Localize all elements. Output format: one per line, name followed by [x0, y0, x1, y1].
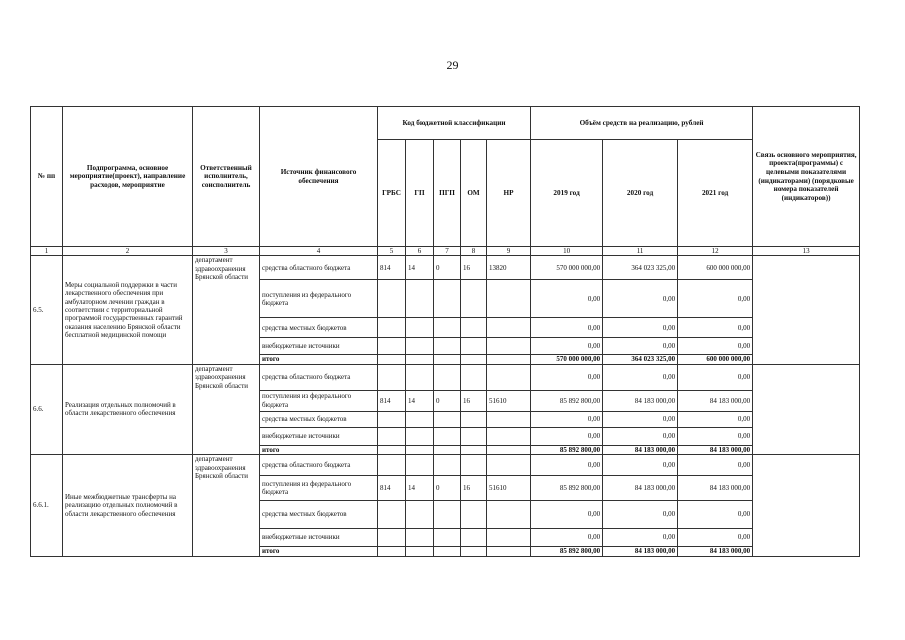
column-number: 6: [406, 247, 434, 256]
amount-2020: 364 023 325,00: [603, 256, 678, 280]
code-pgp: [434, 427, 461, 445]
code-nr: [487, 529, 531, 547]
indicator-link: [753, 364, 860, 454]
amount-2021: 84 183 000,00: [678, 390, 753, 411]
total-code-empty: [461, 445, 487, 454]
code-gp: 14: [406, 256, 434, 280]
code-om: [461, 455, 487, 476]
code-om: [461, 280, 487, 318]
total-code-empty: [378, 445, 406, 454]
table-row: [31, 256, 860, 280]
total-code-empty: [434, 547, 461, 556]
amount-2021: 0,00: [678, 501, 753, 529]
total-2021: 600 000 000,00: [678, 355, 753, 364]
item-number: 6.6.1.: [31, 455, 63, 556]
funding-source: внебюджетные источники: [260, 529, 378, 547]
column-number: 12: [678, 247, 753, 256]
code-grbs: 814: [378, 476, 406, 501]
header-budget-code: Код бюджетной классификации: [378, 107, 531, 140]
code-grbs: [378, 318, 406, 338]
code-gp: [406, 280, 434, 318]
funding-source: средства областного бюджета: [260, 364, 378, 390]
item-number: 6.6.: [31, 364, 63, 454]
column-number: 1: [31, 247, 63, 256]
code-om: [461, 411, 487, 427]
total-code-empty: [434, 445, 461, 454]
total-code-empty: [406, 355, 434, 364]
code-grbs: [378, 455, 406, 476]
total-code-empty: [434, 355, 461, 364]
total-code-empty: [487, 355, 531, 364]
header-subprogram: Подпрограмма, основное мероприятие(проект), направление расходов, мероприятие: [63, 107, 193, 247]
column-number-row: [31, 247, 860, 256]
total-2019: 85 892 800,00: [531, 445, 603, 454]
column-number: 9: [487, 247, 531, 256]
item-name: Иные межбюджетные трансферты на реализацию отдельных полномочий в области лекарственного обеспечения: [63, 455, 193, 556]
amount-2020: 0,00: [603, 411, 678, 427]
code-nr: [487, 427, 531, 445]
code-gp: 14: [406, 390, 434, 411]
code-nr: [487, 501, 531, 529]
code-pgp: 0: [434, 390, 461, 411]
total-code-empty: [378, 547, 406, 556]
total-2020: 364 023 325,00: [603, 355, 678, 364]
amount-2020: 0,00: [603, 318, 678, 338]
code-pgp: [434, 364, 461, 390]
table-row: [31, 455, 860, 476]
code-grbs: [378, 338, 406, 355]
total-2021: 84 183 000,00: [678, 547, 753, 556]
amount-2020: 84 183 000,00: [603, 476, 678, 501]
amount-2021: 84 183 000,00: [678, 476, 753, 501]
funding-source: внебюджетные источники: [260, 338, 378, 355]
code-pgp: [434, 501, 461, 529]
funding-source: средства местных бюджетов: [260, 501, 378, 529]
executor: департамент здравоохранения Брянской области: [193, 364, 260, 454]
amount-2021: 0,00: [678, 364, 753, 390]
funding-source: внебюджетные источники: [260, 427, 378, 445]
total-code-empty: [461, 547, 487, 556]
page-number: 29: [446, 58, 459, 72]
header-executor: Ответственный исполнитель, соисполнитель: [193, 107, 260, 247]
code-grbs: [378, 529, 406, 547]
header-volume: Объём средств на реализацию, рублей: [531, 107, 753, 140]
amount-2021: 0,00: [678, 280, 753, 318]
column-number: 7: [434, 247, 461, 256]
header-2021: 2021 год: [678, 140, 753, 247]
column-number: 5: [378, 247, 406, 256]
funding-source: поступления из федерального бюджета: [260, 390, 378, 411]
total-2020: 84 183 000,00: [603, 547, 678, 556]
code-pgp: [434, 455, 461, 476]
amount-2021: 600 000 000,00: [678, 256, 753, 280]
code-gp: [406, 318, 434, 338]
executor: департамент здравоохранения Брянской области: [193, 455, 260, 556]
header-grbs: ГРБС: [378, 140, 406, 247]
header-source: Источник финансового обеспечения: [260, 107, 378, 247]
amount-2019: 0,00: [531, 529, 603, 547]
code-gp: [406, 501, 434, 529]
total-2019: 85 892 800,00: [531, 547, 603, 556]
code-om: [461, 364, 487, 390]
code-gp: [406, 529, 434, 547]
column-number: 10: [531, 247, 603, 256]
column-number: 13: [753, 247, 860, 256]
code-nr: [487, 318, 531, 338]
code-om: [461, 529, 487, 547]
total-2021: 84 183 000,00: [678, 445, 753, 454]
code-om: 16: [461, 390, 487, 411]
amount-2021: 0,00: [678, 411, 753, 427]
amount-2019: 0,00: [531, 501, 603, 529]
amount-2019: 0,00: [531, 280, 603, 318]
code-grbs: [378, 364, 406, 390]
code-grbs: [378, 411, 406, 427]
indicator-link: [753, 256, 860, 364]
total-code-empty: [461, 355, 487, 364]
total-code-empty: [406, 547, 434, 556]
total-2019: 570 000 000,00: [531, 355, 603, 364]
amount-2020: 0,00: [603, 427, 678, 445]
code-pgp: [434, 411, 461, 427]
header-2020: 2020 год: [603, 140, 678, 247]
code-nr: 51610: [487, 390, 531, 411]
code-nr: 51610: [487, 476, 531, 501]
total-code-empty: [406, 445, 434, 454]
header-no: № пп: [31, 107, 63, 247]
total-label: итого: [260, 445, 378, 454]
column-number: 8: [461, 247, 487, 256]
amount-2019: 570 000 000,00: [531, 256, 603, 280]
header-om: ОМ: [461, 140, 487, 247]
code-pgp: 0: [434, 256, 461, 280]
code-om: [461, 427, 487, 445]
table-row: [31, 364, 860, 390]
amount-2019: 85 892 800,00: [531, 476, 603, 501]
code-pgp: [434, 529, 461, 547]
code-om: 16: [461, 476, 487, 501]
code-nr: [487, 411, 531, 427]
item-number: 6.5.: [31, 256, 63, 364]
code-grbs: [378, 280, 406, 318]
column-number: 11: [603, 247, 678, 256]
code-pgp: [434, 280, 461, 318]
amount-2020: 0,00: [603, 529, 678, 547]
amount-2021: 0,00: [678, 455, 753, 476]
code-pgp: [434, 338, 461, 355]
amount-2019: 85 892 800,00: [531, 390, 603, 411]
total-label: итого: [260, 547, 378, 556]
executor: департамент здравоохранения Брянской области: [193, 256, 260, 364]
code-nr: [487, 455, 531, 476]
header-gp: ГП: [406, 140, 434, 247]
total-code-empty: [487, 445, 531, 454]
column-number: 2: [63, 247, 193, 256]
amount-2020: 0,00: [603, 455, 678, 476]
funding-source: средства местных бюджетов: [260, 411, 378, 427]
header-2019: 2019 год: [531, 140, 603, 247]
code-pgp: 0: [434, 476, 461, 501]
total-label: итого: [260, 355, 378, 364]
code-pgp: [434, 318, 461, 338]
total-2020: 84 183 000,00: [603, 445, 678, 454]
code-nr: [487, 280, 531, 318]
amount-2021: 0,00: [678, 318, 753, 338]
code-grbs: 814: [378, 390, 406, 411]
amount-2021: 0,00: [678, 427, 753, 445]
code-grbs: [378, 427, 406, 445]
column-number: 3: [193, 247, 260, 256]
amount-2019: 0,00: [531, 411, 603, 427]
column-number: 4: [260, 247, 378, 256]
amount-2019: 0,00: [531, 318, 603, 338]
code-gp: [406, 364, 434, 390]
code-nr: 13820: [487, 256, 531, 280]
total-code-empty: [378, 355, 406, 364]
funding-source: поступления из федерального бюджета: [260, 476, 378, 501]
code-grbs: 814: [378, 256, 406, 280]
amount-2019: 0,00: [531, 364, 603, 390]
amount-2019: 0,00: [531, 427, 603, 445]
code-nr: [487, 364, 531, 390]
code-om: [461, 318, 487, 338]
amount-2020: 0,00: [603, 501, 678, 529]
amount-2020: 0,00: [603, 280, 678, 318]
funding-source: средства областного бюджета: [260, 256, 378, 280]
code-om: [461, 338, 487, 355]
amount-2019: 0,00: [531, 338, 603, 355]
funding-source: поступления из федерального бюджета: [260, 280, 378, 318]
budget-table: [30, 106, 860, 557]
funding-source: средства местных бюджетов: [260, 318, 378, 338]
code-gp: [406, 338, 434, 355]
code-gp: [406, 427, 434, 445]
funding-source: средства областного бюджета: [260, 455, 378, 476]
code-grbs: [378, 501, 406, 529]
header-link: Связь основного мероприятия, проекта(программы) с целевыми показателями (индикаторами) (порядковые номера показателей (индикаторов)): [753, 107, 860, 247]
header-nr: НР: [487, 140, 531, 247]
code-gp: 14: [406, 476, 434, 501]
table-body: [31, 256, 860, 556]
code-gp: [406, 455, 434, 476]
amount-2020: 0,00: [603, 338, 678, 355]
code-nr: [487, 338, 531, 355]
total-code-empty: [487, 547, 531, 556]
code-om: [461, 501, 487, 529]
item-name: Меры социальной поддержки в части лекарственного обеспечения при амбулаторном лечении граждан в соответствии с территориальной программой государственных гарантий оказания населению Брянской области бесплатной медицинской помощи: [63, 256, 193, 364]
amount-2020: 84 183 000,00: [603, 390, 678, 411]
header-pgp: ПГП: [434, 140, 461, 247]
item-name: Реализация отдельных полномочий в области лекарственного обеспечения: [63, 364, 193, 454]
indicator-link: [753, 455, 860, 556]
amount-2021: 0,00: [678, 338, 753, 355]
amount-2020: 0,00: [603, 364, 678, 390]
amount-2021: 0,00: [678, 529, 753, 547]
code-om: 16: [461, 256, 487, 280]
amount-2019: 0,00: [531, 455, 603, 476]
code-gp: [406, 411, 434, 427]
